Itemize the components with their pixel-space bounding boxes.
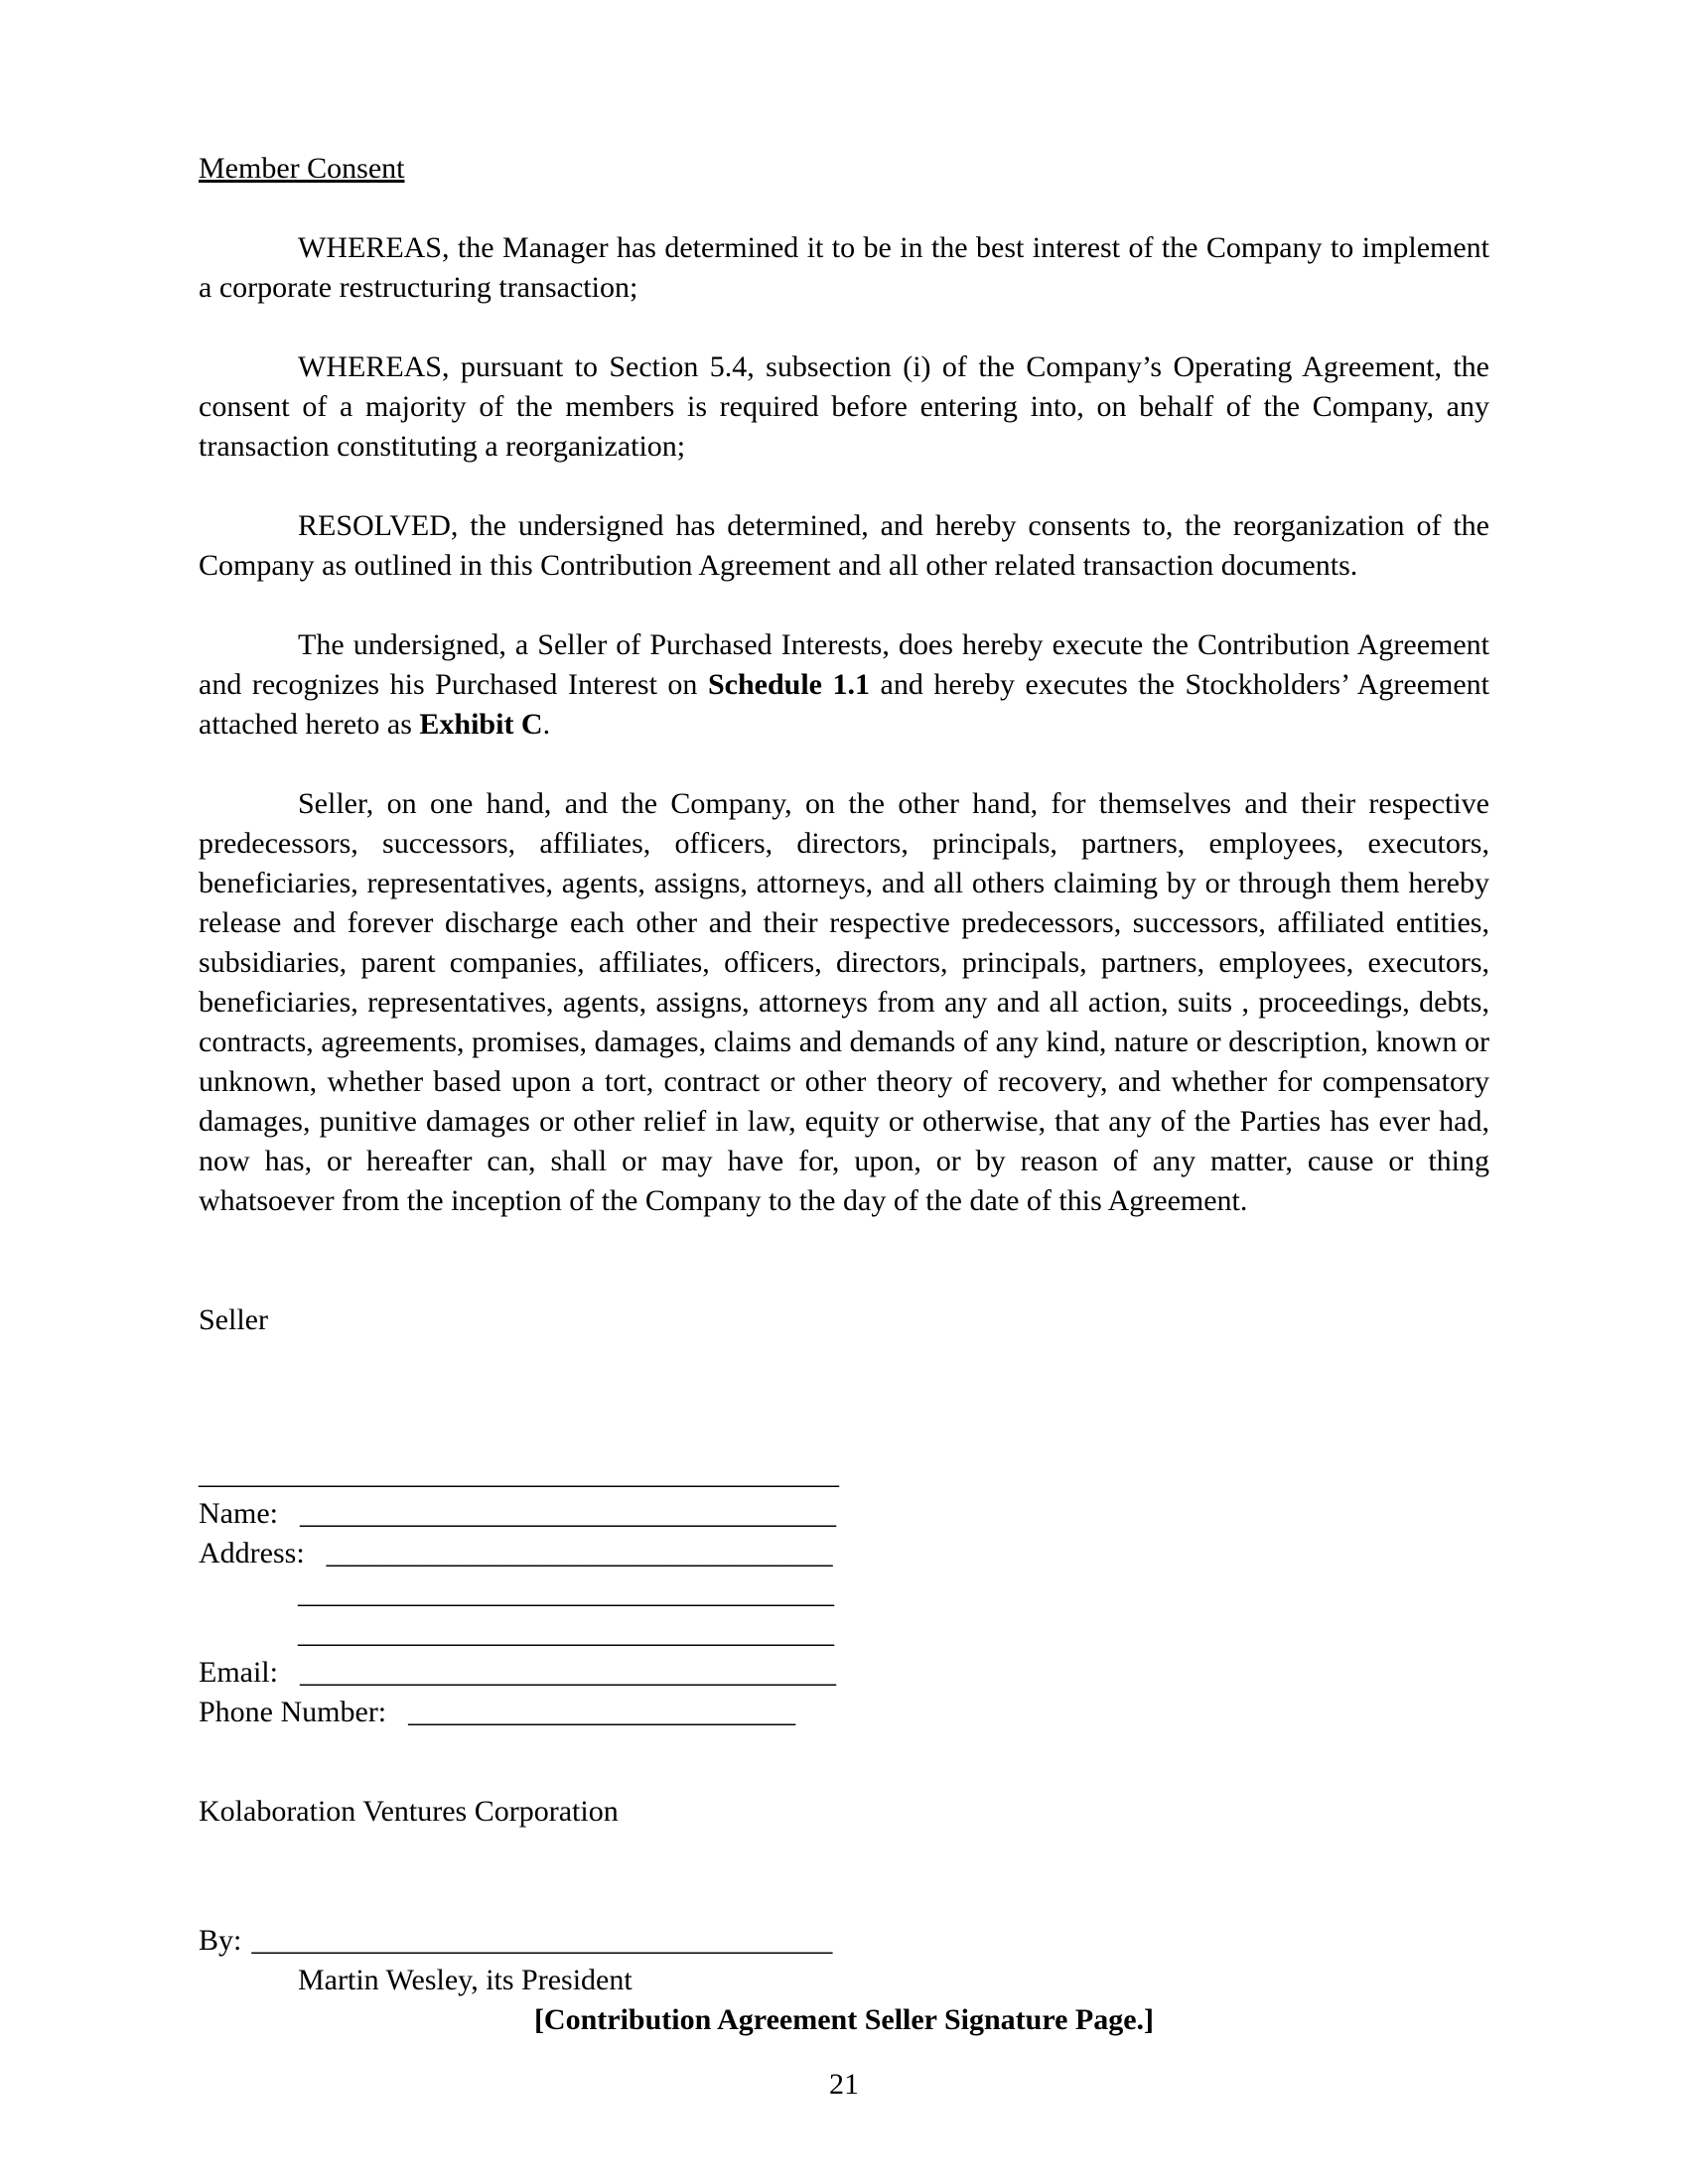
execution-text-c: . [542, 708, 551, 741]
execution-text-a: The undersigned, a Seller of Purchased Interests, does hereby execute the Contribution Agreement and recognizes his Purchased Interest on [199, 628, 1489, 701]
signature-line [199, 1454, 1489, 1494]
officer-name-text: Martin Wesley, its President [298, 1964, 633, 1996]
exhibit-reference: Exhibit C [419, 708, 543, 741]
address-continuation-row-1 [199, 1573, 1489, 1613]
signature-page-caption: [Contribution Agreement Seller Signature Page.] [533, 2003, 1155, 2036]
address-underline-3: ____________________________________ [298, 1616, 834, 1649]
signature-underline: ___________________________________________ [199, 1457, 839, 1490]
section-title: Member Consent [199, 152, 405, 185]
phone-label: Phone Number: [199, 1696, 387, 1728]
name-row [199, 1494, 1489, 1534]
email-label: Email: [199, 1656, 278, 1689]
phone-row [199, 1693, 1489, 1732]
phone-underline: __________________________ [408, 1696, 796, 1728]
name-underline: ____________________________________ [299, 1497, 836, 1530]
schedule-reference: Schedule 1.1 [707, 668, 870, 701]
address-continuation-row-2 [199, 1613, 1489, 1653]
name-label: Name: [199, 1497, 278, 1530]
paragraph-execution [199, 625, 1489, 745]
paragraph-whereas-1: WHEREAS, the Manager has determined it to be in the best interest of the Company to implement a corporate restructuring transaction; [199, 231, 1489, 304]
seller-signature-block [199, 1454, 1489, 1732]
page-number: 21 [829, 2068, 859, 2101]
address-row [199, 1534, 1489, 1573]
email-row [199, 1653, 1489, 1693]
paragraph-release: Seller, on one hand, and the Company, on the other hand, for themselves and their respective predecessors, successors, affiliates, officers, directors, principals, partners, employees, executors, beneficiaries, representatives, agents, assigns, attorneys, and all others claiming by or through them hereby release and forever discharge each other and their respective predecessors, successors, affiliated entities, subsidiaries, parent companies, affiliates, officers, directors, principals, partners, employees, executors, beneficiaries, representatives, agents, assigns, attorneys from any and all action, suits , proceedings, debts, contracts, agreements, promises, damages, claims and demands of any kind, nature or description, known or unknown, whether based upon a tort, contract or other theory of recovery, and whether for compensatory damages, punitive damages or other relief in law, equity or otherwise, that any of the Parties has ever had, now has, or hereafter can, shall or may have for, upon, or by reason of any matter, cause or thing whatsoever from the inception of the Company to the day of the date of this Agreement. [199, 787, 1489, 1217]
paragraph-whereas-2: WHEREAS, pursuant to Section 5.4, subsection (i) of the Company’s Operating Agreement, the consent of a majority of the members is required before entering into, on behalf of the Company, any transaction constituting a reorganization; [199, 350, 1489, 463]
email-underline: ____________________________________ [299, 1656, 836, 1689]
address-underline: __________________________________ [326, 1537, 833, 1570]
execution-text-b: and hereby executes the Stockholders’ Agreement attached hereto as [199, 668, 1489, 741]
paragraph-resolved: RESOLVED, the undersigned has determined, and hereby consents to, the reorganization of the Company as outlined in this Contribution Agreement and all other related transaction documents. [199, 509, 1489, 582]
by-underline: _______________________________________ [251, 1924, 833, 1957]
by-row [199, 1921, 1489, 1961]
address-label: Address: [199, 1537, 305, 1570]
company-name: Kolaboration Ventures Corporation [199, 1795, 619, 1828]
officer-name-title [199, 1961, 1489, 2000]
address-underline-2: ____________________________________ [298, 1576, 834, 1609]
seller-label: Seller [199, 1303, 268, 1336]
by-label: By: [199, 1924, 242, 1957]
